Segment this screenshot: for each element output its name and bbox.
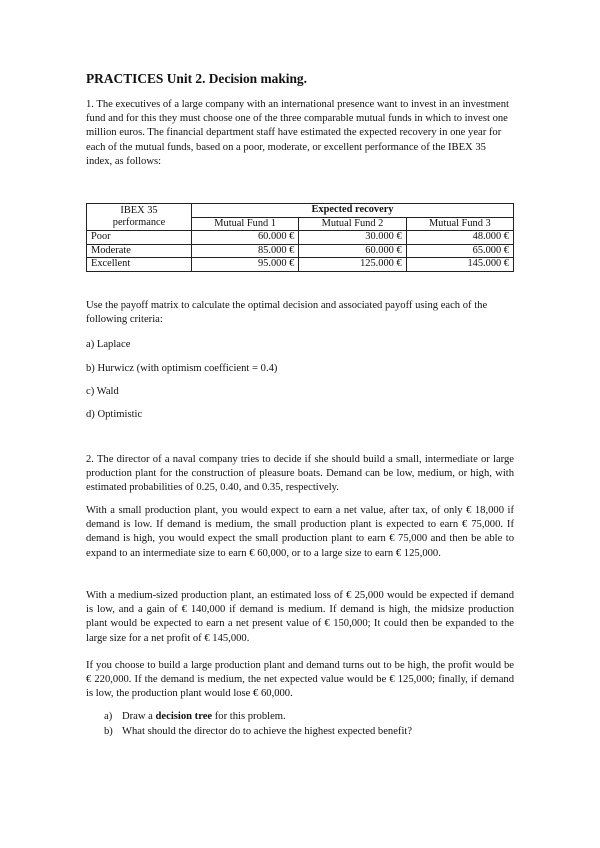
table-group-header: Expected recovery [192,204,514,218]
question-2-small-plant: With a small production plant, you would expect to earn a net value, after tax, of only € 18,000 if demand is low. If demand is medium, the small production plant is expected to earn € 75,000. If demand is high, you would expect the small production plant to earn € 75,000 and then be able to expand to an intermediate size to earn € 60,000, or to a large size to earn € 125,000. [86,505,514,559]
criterion-option-b: b) Hurwicz (with optimism coefficient = 0.4) [86,363,278,374]
column-header: Mutual Fund 1 [192,217,299,231]
row-label: Excellent [87,258,192,272]
task-label: a) [104,711,113,722]
table-cell: 65.000 € [406,244,513,258]
payoff-table [86,203,514,272]
decision-tree-term: decision tree [155,711,213,722]
column-header: Mutual Fund 2 [299,217,406,231]
question-2-large-plant: If you choose to build a large production plant and demand turns out to be high, the profit would be € 220,000. If the demand is medium, the net expected value would be € 125,000; finally, if demand is low, the production plant would lose € 60,000. [86,660,514,700]
table-cell: 85.000 € [192,244,299,258]
table-row [87,258,514,272]
table-header-row [87,204,514,218]
table-row [87,231,514,245]
table-cell: 125.000 € [299,258,406,272]
table-corner-header: IBEX 35 performance [87,204,192,231]
table-cell: 30.000 € [299,231,406,245]
table-cell: 48.000 € [406,231,513,245]
task-item-a: a) Draw a decision tree for this problem. [104,710,286,724]
task-item-b: b) What should the director do to achieve the highest expected benefit? [104,725,412,739]
question-2-intro: 2. The director of a naval company tries to decide if she should build a small, intermediate or large production plant for the construction of pleasure boats. Demand can be low, medium, or high, with estimated probabilities of 0.25, 0.40, and 0.35, respectively. [86,454,514,494]
column-header: Mutual Fund 3 [406,217,513,231]
criterion-option-d: d) Optimistic [86,409,143,420]
criterion-option-a: a) Laplace [86,339,131,350]
table-cell: 145.000 € [406,258,513,272]
criterion-option-c: c) Wald [86,386,119,397]
row-label: Poor [87,231,192,245]
table-row [87,244,514,258]
question-1-intro: 1. The executives of a large company with an international presence want to invest in an investment fund and for this they must choose one of the three comparable mutual funds in which to invest one million euros. The financial department staff have estimated the expected recovery in one year for each of the mutual funds, based on a poor, moderate, or excellent performance of the IBEX 35 index, as follows: [86,99,509,167]
row-label: Moderate [87,244,192,258]
table-cell: 60.000 € [299,244,406,258]
question-1-task: Use the payoff matrix to calculate the optimal decision and associated payoff using each of the following criteria: [86,300,488,326]
page-title: PRACTICES Unit 2. Decision making. [86,71,307,86]
task-label: b) [104,726,113,737]
table-cell: 60.000 € [192,231,299,245]
question-2-medium-plant: With a medium-sized production plant, an estimated loss of € 25,000 would be expected if demand is low, and a gain of € 140,000 if demand is medium. If demand is high, the midsize production plant would be expected to earn a net present value of € 150,000; It could then be expanded to the large size for a net profit of € 145,000. [86,590,514,644]
table-cell: 95.000 € [192,258,299,272]
